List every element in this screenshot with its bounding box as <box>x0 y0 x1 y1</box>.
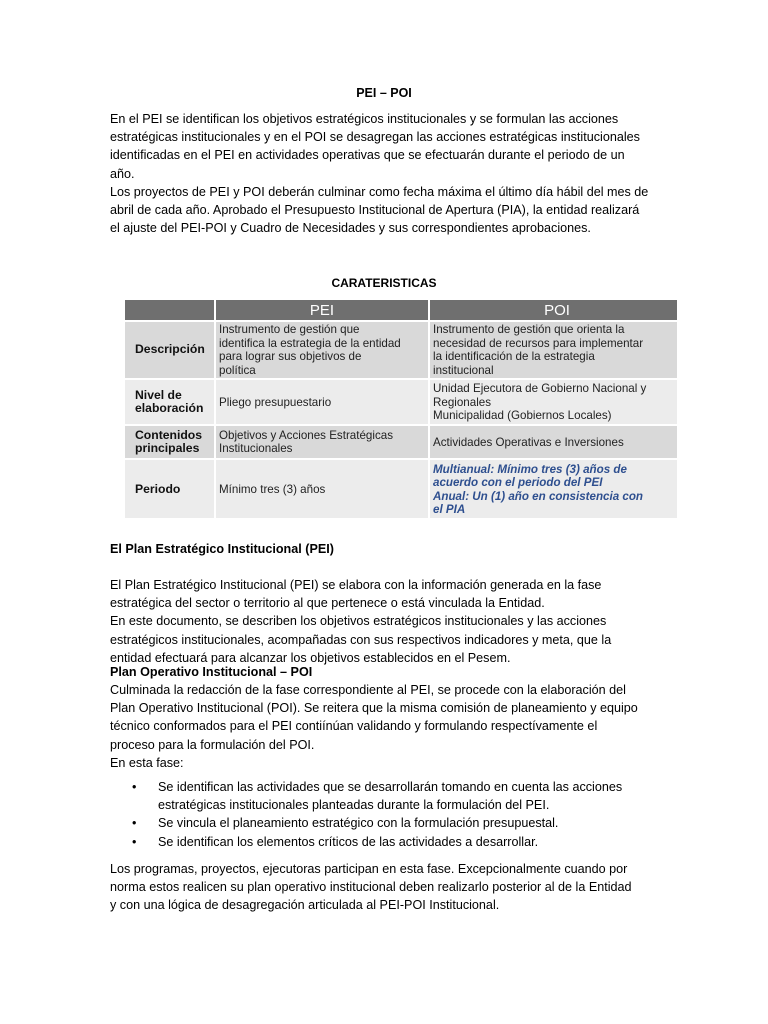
text-line: En este documento, se describen los objetivos estratégicos institucionales y las acciones <box>110 614 607 629</box>
text-line: Los proyectos de PEI y POI deberán culminar como fecha máxima el último día hábil del mes de <box>110 184 649 199</box>
text-line: identificadas en el PEI en actividades operativas que se efectuarán durante el periodo de un <box>110 148 625 163</box>
text-line: estratégicos institucionales, acompañadas con sus respectivos indicadores y meta, que la <box>110 632 612 647</box>
text-line: En esta fase: <box>110 755 184 770</box>
cell-poi-contenidos: Actividades Operativas e Inversiones <box>429 425 677 459</box>
text-line: Los programas, proyectos, ejecutoras participan en esta fase. Excepcionalmente cuando por <box>110 862 628 876</box>
bullet-list <box>110 778 690 851</box>
closing-paragraph <box>110 860 670 915</box>
table-header-pei: PEI <box>215 300 429 321</box>
bullet-icon: • <box>132 816 137 831</box>
cell-pei-descripcion: Instrumento de gestión que identifica la estrategia de la entidad para lograr sus objetivos de política <box>215 321 429 379</box>
text-line: proceso para la formulación del POI. <box>110 737 315 752</box>
text-line: En el PEI se identifican los objetivos estratégicos institucionales y se formulan las acciones <box>110 112 619 126</box>
text-line: El Plan Estratégico Institucional (PEI) se elabora con la información generada en la fase <box>110 578 602 592</box>
row-label-nivel: Nivel de elaboración <box>125 379 215 425</box>
cell-pei-contenidos: Objetivos y Acciones Estratégicas Institucionales <box>215 425 429 459</box>
text-line: Plan Operativo Institucional (POI). Se reitera que la misma comisión de planeamiento y equipo <box>110 701 638 716</box>
text-line: y con una lógica de desagregación articulada al PEI-POI Institucional. <box>110 898 500 913</box>
poi-paragraph <box>110 681 670 772</box>
cell-poi-descripcion: Instrumento de gestión que orienta la necesidad de recursos para implementar la identificación de la estrategia institucional <box>429 321 677 379</box>
list-item: • Se identifican los elementos críticos de las actividades a desarrollar. <box>110 833 690 851</box>
row-label-descripcion: Descripción <box>125 321 215 379</box>
row-label-periodo: Periodo <box>125 459 215 518</box>
table-row <box>125 425 677 459</box>
poi-heading: Plan Operativo Institucional – POI <box>110 665 313 679</box>
page-title: PEI – POI <box>356 86 412 100</box>
cell-pei-nivel: Pliego presupuestario <box>215 379 429 425</box>
row-label-contenidos: Contenidos principales <box>125 425 215 459</box>
cell-poi-nivel: Unidad Ejecutora de Gobierno Nacional y Regionales Municipalidad (Gobiernos Locales) <box>429 379 677 425</box>
text-line: abril de cada año. Aprobado el Presupuesto Institucional de Apertura (PIA), la entidad realizará <box>110 203 640 218</box>
text-line: el ajuste del PEI-POI y Cuadro de Necesidades y sus correspondientes aprobaciones. <box>110 221 591 236</box>
text-line: Culminada la redacción de la fase correspondiente al PEI, se procede con la elaboración del <box>110 683 626 697</box>
pei-paragraph <box>110 576 670 667</box>
text-line: entidad efectuará para alcanzar los objetivos establecidos en el Pesem. <box>110 650 511 665</box>
pei-heading: El Plan Estratégico Institucional (PEI) <box>110 542 334 556</box>
text-line: norma estos realicen su plan operativo institucional deben realizarlo posterior al de la Entidad <box>110 880 632 895</box>
bullet-icon: • <box>132 834 137 849</box>
characteristics-table <box>125 300 677 518</box>
characteristics-title: CARATERISTICAS <box>331 276 437 290</box>
bullet-icon: • <box>132 780 137 794</box>
cell-pei-periodo: Mínimo tres (3) años <box>215 459 429 518</box>
list-item: • Se identifican las actividades que se desarrollarán tomando en cuenta las acciones estratégicas institucionales planteadas durante la formulación del PEI. <box>132 780 623 813</box>
text-line: estratégicas institucionales y en el POI se desagregan las acciones estratégicas institucionales <box>110 130 640 145</box>
cell-poi-periodo: Multianual: Mínimo tres (3) años de acuerdo con el periodo del PEI Anual: Un (1) año en consistencia con el PIA <box>429 459 677 518</box>
table-row <box>125 379 677 425</box>
intro-paragraph <box>110 110 670 237</box>
table-header-empty <box>125 300 215 321</box>
table-row <box>125 321 677 379</box>
list-item: • Se vincula el planeamiento estratégico con la formulación presupuestal. <box>110 814 690 832</box>
text-line: técnico conformados para el PEI contiínúan validando y formulando respectívamente el <box>110 719 598 734</box>
table-header-poi: POI <box>429 300 677 321</box>
table-row <box>125 459 677 518</box>
text-line: año. <box>110 166 135 181</box>
text-line: estratégica del sector o territorio al que pertenece o está vinculada la Entidad. <box>110 596 545 611</box>
